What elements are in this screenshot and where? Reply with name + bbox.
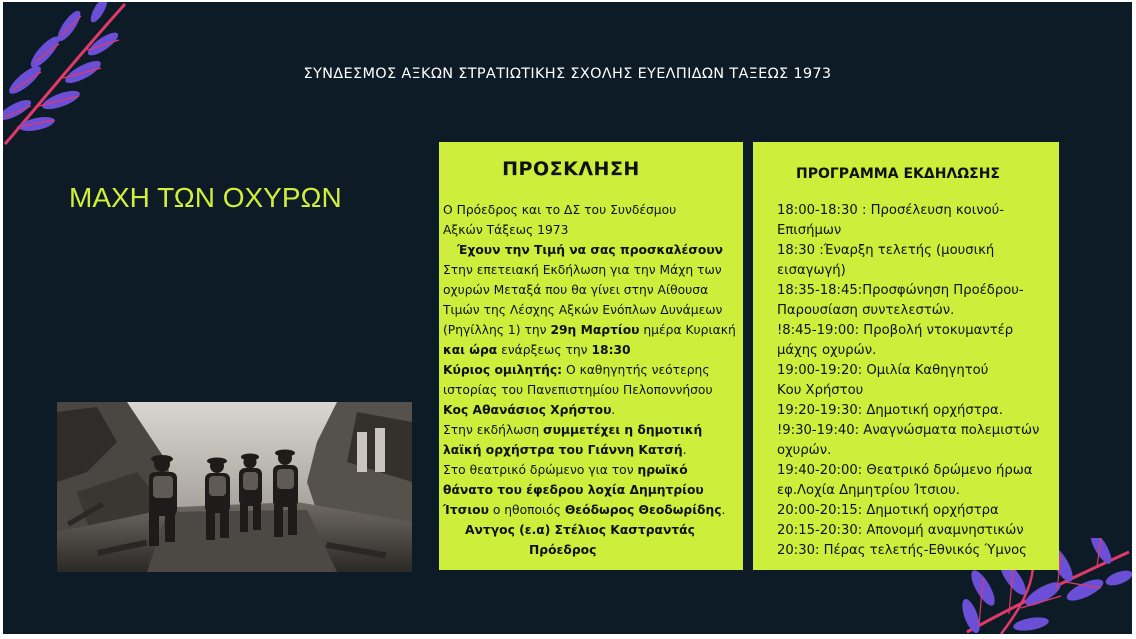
program-line: 20:30: Πέρας τελετής-Εθνικός Ύμνος: [777, 543, 1027, 558]
program-line: 19:40-20:00: Θεατρικό δρώμενο ήρωα: [777, 463, 1033, 478]
orchestra-name: λαϊκή ορχήστρα του Γιάννη Κατσή: [443, 443, 683, 457]
program-line: εισαγωγή): [777, 263, 846, 278]
event-date: 29η Μαρτίου: [550, 323, 640, 337]
program-panel: [753, 142, 1059, 570]
program-line: !9:30-19:40: Αναγνώσματα πολεμιστών: [777, 423, 1040, 438]
invitation-line: Ο Πρόεδρος και το ΔΣ του Συνδέσμου: [443, 203, 677, 217]
invitation-line: [443, 460, 741, 480]
soldiers-trench-photo: [57, 402, 412, 572]
text-segment: (Ρηγίλλης 1) την: [443, 323, 551, 337]
text-segment: Ίτσιου: [443, 503, 489, 517]
invitation-line: [443, 400, 741, 420]
invitation-line: [443, 500, 741, 520]
invitation-line: θάνατο του έφεδρου λοχία Δημητρίου: [443, 483, 704, 497]
text-segment: .: [611, 403, 616, 417]
text-segment: Στην εκδήλωση: [443, 423, 544, 437]
speaker-name: Κος Αθανάσιος Χρήστου: [443, 403, 612, 417]
program-line: 18:00-18:30 : Προσέλευση κοινού-: [777, 203, 1005, 218]
event-title: ΜΑΧΗ ΤΩΝ ΟΧΥΡΩΝ: [69, 182, 342, 213]
text-segment: Κύριος ομιλητής:: [443, 363, 563, 377]
association-header: ΣΥΝΔΕΣΜΟΣ ΑΞΚΩΝ ΣΤΡΑΤΙΩΤΙΚΗΣ ΣΧΟΛΗΣ ΕΥΕΛΠΙΔΩΝ ΤΑΞΕΩΣ 1973: [303, 66, 832, 82]
slide: [3, 2, 1132, 634]
invitation-text: [443, 200, 741, 560]
invitation-title: ΠΡΟΣΚΛΗΣΗ: [502, 158, 640, 180]
invitation-line: [443, 340, 741, 360]
program-line: 20:15-20:30: Απονομή αναμνηστικών: [777, 523, 1024, 538]
invitation-line: [443, 440, 741, 460]
text-segment: ηρωϊκό: [637, 463, 688, 477]
event-time: 18:30: [591, 343, 631, 357]
actor-name: Θεόδωρος Θεοδωρίδης: [564, 503, 722, 517]
program-line: Επισήμων: [777, 223, 842, 238]
program-list: [777, 201, 1057, 561]
signature-title: Πρόεδρος: [529, 543, 597, 557]
text-segment: συμμετέχει η δημοτική: [543, 423, 703, 437]
invitation-line: [443, 360, 741, 380]
signature-name: Αντγος (ε.α) Στέλιος Καστραντάς: [465, 523, 695, 537]
invitation-panel: [439, 142, 743, 570]
program-line: 20:00-20:15: Δημοτική ορχήστρα: [777, 503, 999, 518]
program-line: !8:45-19:00: Προβολή ντοκυμαντέρ: [777, 323, 1014, 338]
text-segment: ημέρα Κυριακή: [639, 323, 736, 337]
program-line: 18:30 :Έναρξη τελετής (μουσική: [777, 243, 995, 258]
text-segment: και ώρα: [443, 343, 498, 357]
invitation-line: Έχουν την Τιμή να σας προσκαλέσουν: [457, 243, 724, 257]
program-line: εφ.Λοχία Δημητρίου Ίτσιου.: [777, 483, 960, 498]
invitation-line: Τιμών της Λέσχης Αξκών Ενόπλων Δυνάμεων: [443, 303, 723, 317]
text-segment: Ο καθηγητής νεότερης: [562, 363, 710, 377]
program-line: οχυρών.: [777, 443, 832, 458]
text-segment: .: [721, 503, 726, 517]
program-line: 19:00-19:20: Ομιλία Καθηγητού: [777, 363, 989, 378]
program-line: Παρουσίαση συντελεστών.: [777, 303, 955, 318]
program-line: 18:35-18:45:Προσφώνηση Προέδρου-: [777, 283, 1024, 298]
program-line: 19:20-19:30: Δημοτική ορχήστρα.: [777, 403, 1003, 418]
text-segment: Στο θεατρικό δρώμενο για τον: [443, 463, 638, 477]
text-segment: .: [682, 443, 687, 457]
program-line: μάχης οχυρών.: [777, 343, 877, 358]
text-segment: ενάρξεως την: [497, 343, 592, 357]
program-title: ΠΡΟΓΡΑΜΜΑ ΕΚΔΗΛΩΣΗΣ: [795, 166, 1000, 182]
invitation-line: Στην επετειακή Εκδήλωση για την Μάχη των: [443, 263, 722, 277]
invitation-line: [443, 320, 741, 340]
invitation-line: οχυρών Μεταξά που θα γίνει στην Αίθουσα: [443, 283, 709, 297]
invitation-line: Αξκών Τάξεως 1973: [443, 223, 569, 237]
invitation-line: [443, 420, 741, 440]
text-segment: ο ηθοποιός: [488, 503, 565, 517]
program-line: Κου Χρήστου: [777, 383, 864, 398]
invitation-line: ιστορίας του Πανεπιστημίου Πελοποννήσου: [443, 383, 713, 397]
